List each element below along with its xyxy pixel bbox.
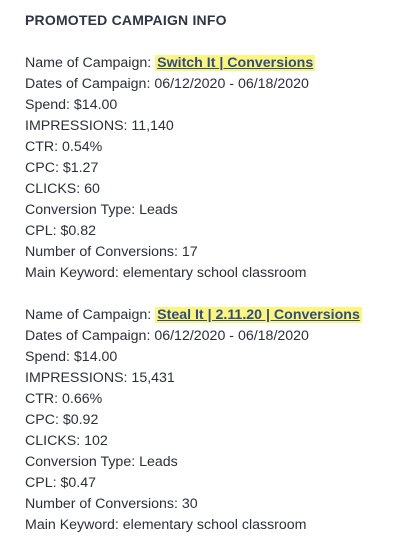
campaign-spend: Spend: $14.00 bbox=[25, 97, 118, 113]
campaign-conversion-type: Conversion Type: Leads bbox=[25, 454, 178, 470]
campaign-cpc: CPC: $0.92 bbox=[25, 412, 99, 428]
campaign-name-label: Name of Campaign: bbox=[25, 55, 156, 71]
campaign-block-2 bbox=[25, 305, 400, 536]
campaign-block-1 bbox=[25, 53, 400, 284]
campaign-dates: Dates of Campaign: 06/12/2020 - 06/18/2020 bbox=[25, 328, 309, 344]
page-heading: PROMOTED CAMPAIGN INFO bbox=[25, 12, 227, 28]
campaign-name-row bbox=[25, 305, 400, 326]
campaign-keyword: Main Keyword: elementary school classroom bbox=[25, 265, 307, 281]
campaign-name-link[interactable]: Switch It | Conversions bbox=[157, 55, 314, 71]
campaign-cpc: CPC: $1.27 bbox=[25, 160, 99, 176]
campaign-conversions: Number of Conversions: 17 bbox=[25, 244, 198, 260]
campaign-keyword: Main Keyword: elementary school classroom bbox=[25, 517, 307, 533]
campaign-cpl: CPL: $0.82 bbox=[25, 223, 96, 239]
campaign-impressions: IMPRESSIONS: 15,431 bbox=[25, 370, 175, 386]
campaign-dates: Dates of Campaign: 06/12/2020 - 06/18/2020 bbox=[25, 76, 309, 92]
campaign-clicks: CLICKS: 102 bbox=[25, 433, 108, 449]
campaign-clicks: CLICKS: 60 bbox=[25, 181, 100, 197]
campaign-cpl: CPL: $0.47 bbox=[25, 475, 96, 491]
campaign-name-label: Name of Campaign: bbox=[25, 307, 156, 323]
campaign-name-link[interactable]: Steal It | 2.11.20 | Conversions bbox=[157, 307, 360, 323]
campaign-ctr: CTR: 0.66% bbox=[25, 391, 103, 407]
campaign-conversions: Number of Conversions: 30 bbox=[25, 496, 198, 512]
campaign-conversion-type: Conversion Type: Leads bbox=[25, 202, 178, 218]
campaign-name-row bbox=[25, 53, 400, 74]
campaign-spend: Spend: $14.00 bbox=[25, 349, 118, 365]
campaign-ctr: CTR: 0.54% bbox=[25, 139, 103, 155]
campaign-impressions: IMPRESSIONS: 11,140 bbox=[25, 118, 174, 134]
